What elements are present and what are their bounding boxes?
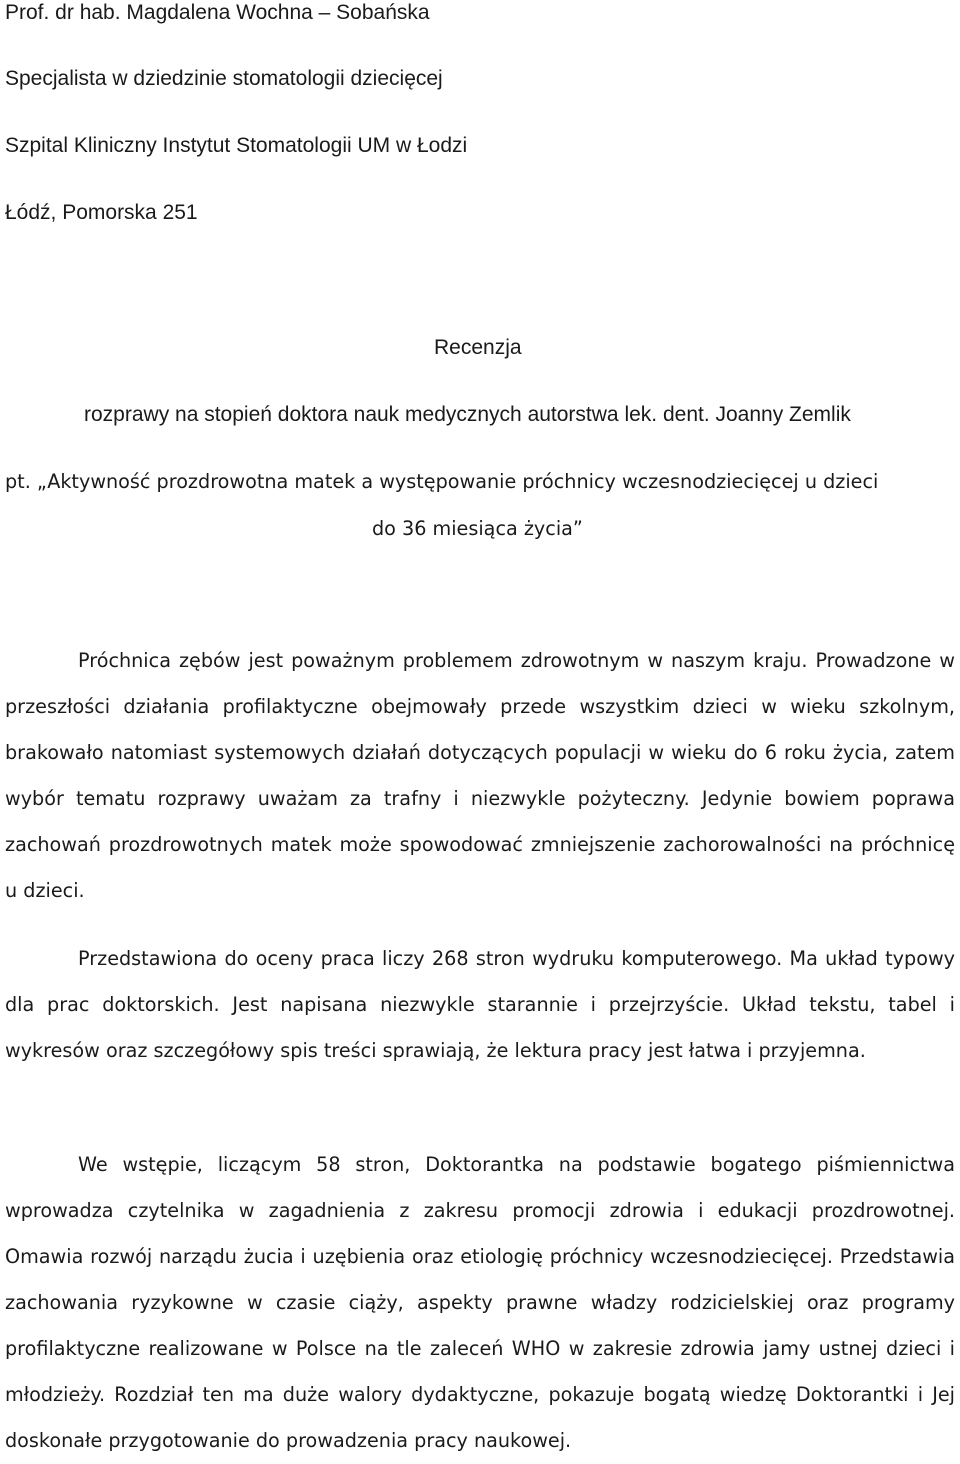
paragraph-2-text: Przedstawiona do oceny praca liczy 268 stron wydruku komputerowego. Ma układ typowy dla prac doktorskich. Jest napisana niezwykle starannie i przejrzyście. Układ tekstu, tabel i wykresów oraz szczegółowy spis treści sprawiają, że lektura pracy jest łatwa i przyjemna. xyxy=(5,947,955,1062)
paragraph-3-text: We wstępie, liczącym 58 stron, Doktorantka na podstawie bogatego piśmiennictwa wprowadza czytelnika w zagadnienia z zakresu promocji zdrowia i edukacji prozdrowotnej. Omawia rozwój narządu żucia i uzębienia oraz etiologię próchnicy wczesnodziecięcej. Przedstawia zachowania ryzykowne w czasie ciąży, aspekty prawne władzy rodzicielskiej oraz programy profilaktyczne realizowane w Polsce na tle zaleceń WHO w zakresie zdrowia jamy ustnej dzieci i młodzieży. Rozdział ten ma duże walory dydaktyczne, pokazuje bogatą wiedzę Doktorantki i Jej doskonałe przygotowanie do prowadzenia pracy naukowej. xyxy=(5,1153,955,1452)
review-subtitle: rozprawy na stopień doktora nauk medycznych autorstwa lek. dent. Joanny Zemlik xyxy=(84,403,851,426)
institution-address: Łódź, Pomorska 251 xyxy=(5,201,198,224)
author-name: Prof. dr hab. Magdalena Wochna – Sobańska xyxy=(5,1,430,24)
thesis-topic-line1: pt. „Aktywność prozdrowotna matek a występowanie próchnicy wczesnodziecięcej u dzieci xyxy=(5,470,879,493)
thesis-topic-line2: do 36 miesiąca życia” xyxy=(372,517,583,540)
paragraph-2 xyxy=(5,936,955,1074)
paragraph-3 xyxy=(5,1142,955,1464)
author-specialty: Specjalista w dziedzinie stomatologii dziecięcej xyxy=(5,67,443,90)
paragraph-1-text: Próchnica zębów jest poważnym problemem zdrowotnym w naszym kraju. Prowadzone w przeszłości działania profilaktyczne obejmowały przede wszystkim dzieci w wieku szkolnym, brakowało natomiast systemowych działań dotyczących populacji w wieku do 6 roku życia, zatem wybór tematu rozprawy uważam za trafny i niezwykle pożyteczny. Jedynie bowiem poprawa zachowań prozdrowotnych matek może spowodować zmniejszenie zachorowalności na próchnicę u dzieci. xyxy=(5,649,955,902)
paragraph-1 xyxy=(5,638,955,914)
review-heading: Recenzja xyxy=(434,336,522,359)
institution-name: Szpital Kliniczny Instytut Stomatologii UM w Łodzi xyxy=(5,134,468,157)
